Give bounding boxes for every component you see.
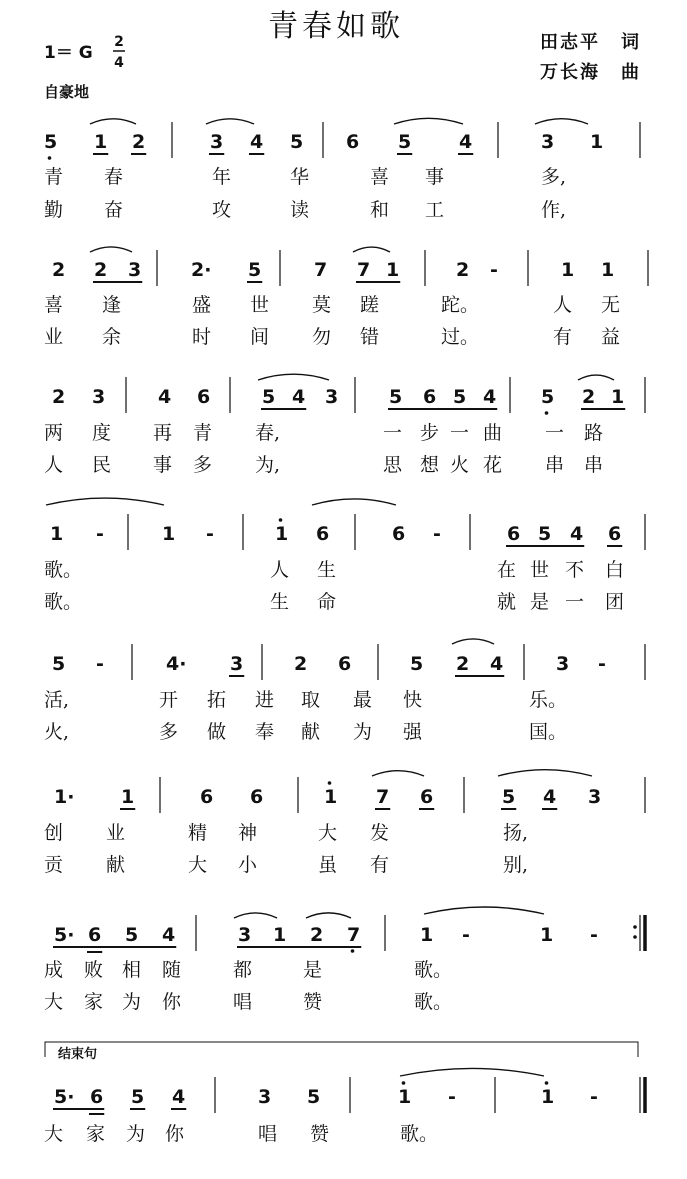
lyric-char: 喜	[44, 294, 64, 316]
slur	[258, 374, 329, 380]
jianpu-note: 1	[50, 523, 64, 545]
lyric-char: 和	[370, 199, 390, 221]
lyric-char: 为	[122, 991, 142, 1013]
jianpu-note: 4	[250, 131, 264, 153]
tempo-marking: 自豪地	[44, 83, 90, 101]
music-body	[44, 118, 648, 1145]
jianpu-note: 1	[398, 1086, 412, 1108]
lyric-char: 贡	[44, 854, 64, 876]
lyric-char: 事	[425, 166, 445, 188]
lyric-char: 取	[301, 689, 321, 711]
jianpu-note: 4	[543, 786, 557, 808]
jianpu-note: 5	[398, 131, 412, 153]
jianpu-note: 1	[275, 523, 289, 545]
jianpu-note: 5	[453, 386, 467, 408]
lyric-char: 拓	[207, 689, 227, 711]
jianpu-note: 1	[601, 259, 615, 281]
lyric-char: 奉	[255, 721, 275, 743]
lyric-char: 歌。	[400, 1123, 439, 1145]
time-signature-top: 2	[114, 34, 124, 50]
coda-label: 结束句	[58, 1047, 98, 1062]
lyric-char: 一	[450, 422, 470, 444]
lyric-char: 蹉	[360, 294, 380, 316]
music-system	[44, 118, 640, 221]
jianpu-note: 3	[541, 131, 555, 153]
jianpu-note: 3	[556, 653, 570, 675]
lyric-char: 都	[233, 959, 253, 981]
lyric-char: 献	[106, 854, 126, 876]
lyric-char: 工	[425, 199, 445, 221]
lyric-char: 创	[44, 822, 64, 844]
jianpu-note: 7	[347, 924, 361, 946]
octave-dot-low	[48, 156, 52, 160]
music-system	[44, 907, 645, 1013]
lyric-char: 串	[545, 454, 565, 476]
lyric-char: 开	[159, 689, 179, 711]
lyric-char: 发	[370, 822, 390, 844]
jianpu-note: 5	[541, 386, 555, 408]
jianpu-note: 5	[538, 523, 552, 545]
slur	[452, 639, 494, 644]
lyric-char: 别,	[503, 854, 529, 876]
repeat-dot	[633, 935, 637, 939]
lyric-char: 家	[86, 1123, 106, 1145]
jianpu-note: 5	[52, 653, 66, 675]
lyric-char: 为	[353, 721, 373, 743]
lyric-char: 民	[92, 454, 112, 476]
lyric-char: 你	[165, 1123, 185, 1145]
lyric-char: 白	[605, 559, 625, 581]
lyric-char: 家	[84, 991, 104, 1013]
jianpu-note: 6	[250, 786, 264, 808]
jianpu-note: 1	[386, 259, 400, 281]
slur	[46, 498, 164, 505]
lyric-char: 歌。	[414, 991, 453, 1013]
lyric-char: 跎。	[441, 294, 480, 316]
music-system	[44, 247, 648, 348]
jianpu-note: 7	[357, 259, 371, 281]
lyric-char: 勤	[44, 199, 64, 221]
jianpu-note: 3	[230, 653, 244, 675]
lyric-char: 一	[383, 422, 403, 444]
lyric-char: 随	[162, 959, 182, 981]
jianpu-note: 1	[273, 924, 287, 946]
jianpu-note: 2	[52, 386, 66, 408]
lyric-char: 人	[270, 559, 290, 581]
music-system	[44, 770, 645, 876]
jianpu-note: 6	[346, 131, 360, 153]
lyric-char: 时	[192, 326, 212, 348]
lyric-char: 生	[317, 559, 337, 581]
music-system	[44, 374, 645, 476]
lyric-char: 喜	[370, 166, 390, 188]
jianpu-note: 6	[507, 523, 521, 545]
octave-dot-low	[545, 411, 549, 415]
lyric-char: 度	[92, 422, 112, 444]
jianpu-note: 6	[200, 786, 214, 808]
lyric-char: 大	[318, 822, 338, 844]
lyric-char: 大	[44, 1123, 64, 1145]
slur	[90, 247, 132, 252]
music-system	[44, 1068, 645, 1145]
lyric-char: 奋	[104, 199, 124, 221]
lyric-char: 华	[290, 166, 310, 188]
lyric-char: 再	[153, 422, 173, 444]
dash-note: -	[96, 653, 104, 675]
lyric-char: 赞	[303, 991, 323, 1013]
jianpu-note: 1	[561, 259, 575, 281]
lyric-char: 春,	[255, 422, 281, 444]
lyric-char: 献	[301, 721, 321, 743]
jianpu-note: 4	[490, 653, 504, 675]
dash-note: -	[462, 924, 470, 946]
jianpu-note: 2	[456, 653, 470, 675]
slur	[234, 913, 277, 918]
jianpu-note: 5·	[54, 1086, 75, 1108]
dash-note: -	[590, 924, 598, 946]
slur	[498, 770, 592, 776]
octave-dot-high	[402, 1081, 406, 1085]
jianpu-note: 6	[316, 523, 330, 545]
song-title: 青春如歌	[268, 9, 404, 44]
jianpu-note: 5	[131, 1086, 145, 1108]
jianpu-note: 4	[158, 386, 172, 408]
jianpu-note: 4	[570, 523, 584, 545]
jianpu-note: 3	[210, 131, 224, 153]
lyric-char: 莫	[312, 294, 332, 316]
lyric-char: 活,	[44, 689, 70, 711]
lyric-char: 不	[565, 559, 585, 581]
slur	[394, 118, 463, 124]
lyric-char: 火	[450, 454, 470, 476]
jianpu-note: 1	[420, 924, 434, 946]
jianpu-note: 4	[459, 131, 473, 153]
octave-dot-high	[545, 1081, 549, 1085]
lyric-char: 命	[317, 591, 337, 613]
lyric-char: 多	[193, 454, 213, 476]
lyric-char: 赞	[310, 1123, 330, 1145]
jianpu-note: 3	[258, 1086, 272, 1108]
music-system	[44, 498, 645, 613]
lyric-char: 大	[188, 854, 208, 876]
slur	[90, 119, 136, 124]
octave-dot-high	[328, 781, 332, 785]
jianpu-note: 7	[376, 786, 390, 808]
lyric-char: 错	[360, 326, 380, 348]
slur	[578, 375, 614, 380]
jianpu-note: 6	[420, 786, 434, 808]
lyric-char: 国。	[529, 721, 568, 743]
jianpu-note: 5	[44, 131, 58, 153]
jianpu-note: 3	[128, 259, 142, 281]
lyric-char: 小	[238, 854, 258, 876]
lyric-char: 逢	[102, 294, 122, 316]
lyricist-role: 词	[621, 32, 639, 53]
jianpu-note: 2	[94, 259, 108, 281]
slur	[312, 499, 396, 505]
lyric-char: 火,	[44, 721, 70, 743]
dash-note: -	[490, 259, 498, 281]
lyric-char: 为,	[255, 454, 281, 476]
lyric-char: 有	[553, 326, 573, 348]
jianpu-note: 4	[172, 1086, 186, 1108]
jianpu-note: 3	[238, 924, 252, 946]
lyric-char: 多	[159, 721, 179, 743]
lyric-char: 是	[303, 959, 323, 981]
jianpu-note: 6	[88, 924, 102, 946]
jianpu-note: 2	[582, 386, 596, 408]
jianpu-note: 1	[324, 786, 338, 808]
lyric-char: 歌。	[414, 959, 453, 981]
lyric-char: 虽	[318, 854, 338, 876]
lyric-char: 无	[601, 294, 621, 316]
lyric-char: 多,	[541, 166, 567, 188]
jianpu-note: 1	[611, 386, 625, 408]
dash-note: -	[96, 523, 104, 545]
jianpu-note: 3	[92, 386, 106, 408]
lyric-char: 事	[153, 454, 173, 476]
jianpu-note: 1	[94, 131, 108, 153]
jianpu-note: 6	[90, 1086, 104, 1108]
lyric-char: 一	[545, 422, 565, 444]
octave-dot-high	[279, 518, 283, 522]
lyric-char: 强	[403, 721, 423, 743]
slur	[353, 247, 390, 252]
lyric-char: 在	[497, 559, 517, 581]
jianpu-note: 1	[540, 924, 554, 946]
jianpu-note: 6	[197, 386, 211, 408]
slur	[400, 1068, 544, 1076]
lyric-char: 是	[530, 591, 550, 613]
jianpu-note: 4	[292, 386, 306, 408]
jianpu-note: 2	[52, 259, 66, 281]
slur	[424, 907, 544, 914]
lyric-char: 花	[483, 454, 503, 476]
dash-note: -	[206, 523, 214, 545]
dash-note: -	[598, 653, 606, 675]
lyric-char: 成	[44, 959, 64, 981]
octave-dot-low	[351, 949, 355, 953]
lyric-char: 败	[84, 959, 104, 981]
lyric-char: 人	[553, 294, 573, 316]
lyric-char: 读	[290, 199, 310, 221]
dash-note: -	[448, 1086, 456, 1108]
lyric-char: 神	[238, 822, 258, 844]
lyric-char: 益	[601, 326, 621, 348]
jianpu-note: 2	[456, 259, 470, 281]
lyric-char: 一	[565, 591, 585, 613]
jianpu-note: 3	[325, 386, 339, 408]
lyric-char: 想	[420, 454, 440, 476]
lyric-char: 青	[44, 166, 64, 188]
jianpu-note: 5	[410, 653, 424, 675]
jianpu-note: 1	[121, 786, 135, 808]
jianpu-note: 2·	[191, 259, 212, 281]
lyric-char: 人	[44, 454, 64, 476]
lyric-char: 唱	[233, 991, 253, 1013]
lyric-char: 年	[212, 166, 232, 188]
lyric-char: 过。	[441, 326, 480, 348]
lyric-char: 串	[584, 454, 604, 476]
time-signature-bottom: 4	[114, 55, 124, 71]
lyric-char: 乐。	[529, 689, 568, 711]
jianpu-note: 6	[608, 523, 622, 545]
lyric-char: 春	[104, 166, 124, 188]
jianpu-note: 5	[290, 131, 304, 153]
jianpu-note: 1	[541, 1086, 555, 1108]
jianpu-note: 2	[132, 131, 146, 153]
lyric-char: 为	[126, 1123, 146, 1145]
jianpu-note: 6	[392, 523, 406, 545]
lyric-char: 攻	[212, 199, 232, 221]
coda-bracket	[45, 1042, 638, 1057]
lyric-char: 勿	[312, 326, 332, 348]
lyric-char: 生	[270, 591, 290, 613]
slur	[535, 119, 588, 124]
slur	[372, 771, 424, 776]
lyric-char: 思	[383, 454, 403, 476]
slur	[306, 913, 351, 918]
lyric-char: 间	[250, 326, 270, 348]
lyric-char: 快	[403, 689, 423, 711]
lyric-char: 曲	[483, 422, 503, 444]
jianpu-note: 2	[310, 924, 324, 946]
lyric-char: 路	[584, 422, 604, 444]
lyricist-name: 田志平	[540, 32, 600, 53]
lyric-char: 最	[353, 689, 373, 711]
lyric-char: 步	[420, 422, 440, 444]
jianpu-note: 1	[162, 523, 176, 545]
lyric-char: 业	[44, 326, 64, 348]
jianpu-note: 4	[162, 924, 176, 946]
lyric-char: 相	[122, 959, 142, 981]
lyric-char: 作,	[541, 199, 567, 221]
jianpu-note: 5·	[54, 924, 75, 946]
jianpu-note: 5	[502, 786, 516, 808]
jianpu-note: 7	[314, 259, 328, 281]
jianpu-note: 1·	[54, 786, 75, 808]
jianpu-note: 5	[307, 1086, 321, 1108]
lyric-char: 扬,	[503, 822, 529, 844]
jianpu-note: 4	[483, 386, 497, 408]
dash-note: -	[590, 1086, 598, 1108]
lyric-char: 盛	[192, 294, 212, 316]
lyric-char: 大	[44, 991, 64, 1013]
lyric-char: 团	[605, 591, 625, 613]
lyric-char: 两	[44, 422, 64, 444]
lyric-char: 唱	[258, 1123, 278, 1145]
lyric-char: 进	[255, 689, 275, 711]
lyric-char: 业	[106, 822, 126, 844]
lyric-char: 歌。	[44, 591, 83, 613]
composer-role: 曲	[621, 62, 639, 83]
jianpu-note: 5	[125, 924, 139, 946]
lyric-char: 歌。	[44, 559, 83, 581]
repeat-dot	[633, 925, 637, 929]
lyric-char: 精	[188, 822, 208, 844]
composer-name: 万长海	[540, 62, 600, 83]
lyric-char: 做	[207, 721, 227, 743]
jianpu-note: 5	[389, 386, 403, 408]
lyric-char: 你	[162, 991, 182, 1013]
jianpu-note: 5	[262, 386, 276, 408]
jianpu-note: 6	[338, 653, 352, 675]
lyric-char: 就	[497, 591, 517, 613]
lyric-char: 世	[530, 559, 550, 581]
lyric-char: 余	[102, 326, 122, 348]
jianpu-note: 3	[588, 786, 602, 808]
jianpu-note: 1	[590, 131, 604, 153]
dash-note: -	[433, 523, 441, 545]
slur	[206, 119, 254, 124]
lyric-char: 世	[250, 294, 270, 316]
jianpu-note: 5	[248, 259, 262, 281]
lyric-char: 有	[370, 854, 390, 876]
jianpu-note: 4·	[166, 653, 187, 675]
jianpu-note: 2	[294, 653, 308, 675]
key-signature: 1＝ G	[44, 43, 93, 63]
jianpu-note: 6	[423, 386, 437, 408]
lyric-char: 青	[193, 422, 213, 444]
music-system	[44, 639, 645, 743]
